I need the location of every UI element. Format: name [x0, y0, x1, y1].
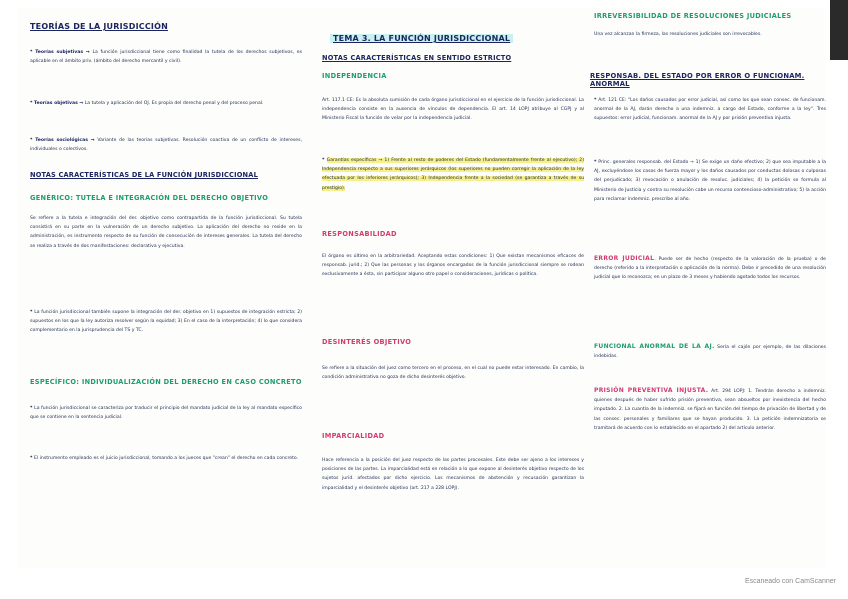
bullet-text: La función jurisdiccional tiene como finalidad la tutela de los derechos subjetivos, es aplicable en el ámbito priv. (ámbito del derecho mercantil y civil).	[30, 50, 302, 65]
section-notas: NOTAS CARACTERÍSTICAS DE LA FUNCIÓN JURISDICCIONAL	[30, 171, 258, 179]
resp-bullet-2: * Princ. generales responsab. del Estado → 1) Se exige un daño efectivo; 2) que sea imputable a la AJ, excluyéndose los casos de fuerza mayor y los daños causados por conductas dolosas o culposas del perjudicado; 3) revocación o anulación de resoluc. judiciales; 4) la petición se formula al Ministerio de Justicia y contra su resolución cabe un recurso contencioso-administrativo; 5) la acción para reclamar indemniz. prescribe al año.	[594, 160, 826, 202]
prision-block	[594, 386, 826, 433]
resp-bullet-1: * Art. 121 CE: "Los daños causados por error judicial, así como los que sean consec. de funcionam. anormal de la AJ, darán derecho a una indemniz. a cargo del Estado, conforme a la ley". Tres supuestos: error judicial, funcionam. anormal de la AJ y por prisión preventiva injusta.	[594, 98, 826, 122]
bullet-sociologicas	[30, 136, 302, 154]
imparcialidad-text: Hace referencia a la posición del juez respecto de las partes procesales. Este debe ser ajeno a los intereses y posiciones de las partes. La imparcialidad está en relación a lo que expone al desinterés objetivo respecto de los sujetos jurid. afectados por dicho ejercicio. Los mecanismos de abstención y recusación garantizan la imparcialidad y el desinterés objetivo (art. 217 a 228 LOPJ).	[322, 458, 584, 491]
desinteres-text: Se refiere a la situación del juez como tercero en el proceso, en el cual no puede estar interesado. En cambio, la condición administrativa no goza de dicho desinterés objetivo.	[322, 366, 584, 381]
heading-independencia: INDEPENDENCIA	[322, 72, 387, 80]
bullet-mark: * Teorías objetivas →	[30, 101, 84, 106]
title-responsabilidad-estado: RESPONSAB. DEL ESTADO POR ERROR O FUNCIONAM. ANORMAL	[590, 72, 805, 88]
irreversibilidad-text: Una vez alcanzan la firmeza, las resoluciones judiciales son irrevocables.	[594, 32, 762, 37]
prision-text: Art. 294 LOPJ: 1. Tendrán derecho a indemniz. quienes después de haber sufrido prisión preventiva, sean absueltos por inexistencia del hecho imputado. 2. La cuantía de la indemniz. se fijará en función del tiempo de privación de libertad y de las consec. personales y familiares que se hayan producido. 3. La petición indemnizatoria se tramitará de acuerdo con lo establecido en el apartado 2) del artículo anterior.	[594, 389, 826, 431]
bullet-text: El instrumento empleado es el juicio jurisdiccional, tomando a los jueces que "crean" el derecho en cada concreto.	[34, 456, 299, 461]
error-judicial-text: Puede ser de hecho (respecto de la valoración de la prueba) o de derecho (referido a la interpretación o aplicación de la norma). Debe ir precedido de una resolución judicial que lo reconozca; en un plazo de 3 meses y habiendo agotado todos los recursos.	[594, 257, 827, 281]
scan-edge-shadow	[830, 0, 848, 60]
especifico-bullet-1: * La función jurisdiccional se caracteriza por traducir el principio del mandato judicial de la ley al mandato específico que se contiene en la sentencia judicial.	[30, 406, 302, 421]
independencia-text: Art. 117.1 CE: Es la absoluta sumisión de cada órgano jurisdiccional en el ejercicio de la función jurisdiccional. La independencia consiste en la ausencia de vínculos de dependencia. El art. 14 LOPJ atribuye al CGPJ y al Ministerio Fiscal la función de velar por la independencia judicial.	[322, 98, 584, 122]
bullet-objetivas	[30, 99, 302, 108]
title-tema3: TEMA 3. LA FUNCIÓN JURISDICCIONAL	[330, 34, 513, 43]
funcional-text: Sería el cajón por ejemplo, de las dilaciones indebidas.	[594, 345, 826, 360]
independencia-bullet: * Garantías específicas → 1) Frente al resto de poderes del Estado (fundamentalmente frente al ejecutivo); 2) Independencia respecto a sus superiores jerárquicos (los superiores no pueden corregir la aplicación de la ley efectuada por los inferiores jerárquicos); 3) Independencia frente a la sociedad (se garantiza a través de su prestigio).	[322, 158, 584, 191]
title-irreversibilidad: IRREVERSIBILIDAD DE RESOLUCIONES JUDICIALES	[594, 12, 792, 20]
bullet-text: Art. 121 CE: "Los daños causados por error judicial, así como los que sean consec. de funcionam. anormal de la AJ, darán derecho a una indemniz. a cargo del Estado, conforme a la ley". Tres supuestos: error judicial, funcionam. anormal de la AJ y por prisión preventiva injusta.	[594, 98, 826, 122]
heading-desinteres: DESINTERÉS OBJETIVO	[322, 338, 412, 346]
heading-responsabilidad: RESPONSABILIDAD	[322, 230, 397, 238]
section-sentido-estricto: NOTAS CARACTERÍSTICAS EN SENTIDO ESTRICTO	[322, 54, 512, 62]
heading-prision: PRISIÓN PREVENTIVA INJUSTA.	[594, 387, 709, 394]
heading-imparcialidad: IMPARCIALIDAD	[322, 432, 385, 440]
generico-text: Se refiere a la tutela e integración del der. objetivo como contrapartida de la función jurisdiccional. Su tutela consistirá en su parte en la vulneración de un derecho subjetivo. La aplicación del derecho no reside en la administración, es instrumento respecto de su función de consecución de intereses generales. La tutela del derecho se realiza a través de dos manifestaciones: declarativa y ejecutiva.	[30, 216, 302, 249]
bullet-text: Garantías específicas → 1) Frente al resto de poderes del Estado (fundamentalmente frente al ejecutivo); 2) Independencia respecto a sus superiores jerárquicos (los superiores no pueden corregir la aplicación de la ley efectuada por los inferiores jerárquicos); 3) Independencia frente a la sociedad (se garantiza a través de su prestigio).	[322, 158, 584, 191]
heading-funcional: FUNCIONAL ANORMAL DE LA AJ.	[594, 343, 715, 350]
bullet-text: La tutela y aplicación del OJ. Es propia del derecho penal y del proceso penal.	[84, 101, 264, 106]
heading-error-judicial: ERROR JUDICIAL	[594, 255, 655, 262]
notes-page	[18, 8, 826, 568]
heading-generico: GENÉRICO: TUTELA E INTEGRACIÓN DEL DERECHO OBJETIVO	[30, 194, 269, 202]
funcional-block	[594, 342, 826, 361]
especifico-bullet-2: * El instrumento empleado es el juicio jurisdiccional, tomando a los jueces que "crean" el derecho en cada concreto.	[30, 456, 299, 461]
bullet-mark: * Teorías subjetivas →	[30, 50, 90, 55]
bullet-text: La función jurisdiccional se caracteriza por traducir el principio del mandato judicial de la ley al mandato específico que se contiene en la sentencia judicial.	[30, 406, 302, 421]
bullet-text: Variante de las teorías subjetivas. Resolución coactiva de un conflicto de intereses, individuales o colectivos.	[30, 138, 302, 153]
responsabilidad-text: El órgano es último en la arbitrariedad. Aceptando estas condiciones: 1) Que existan mecanismos eficaces de responsab. jurid.; 2) Que las personas y los órganos encargados de la función jurisdiccional siempre se rodean exclusivamente a ésta, sin participar alguno otro papel o consideraciones, jurídicas o política.	[322, 254, 584, 278]
scanner-watermark: Escaneado con CamScanner	[744, 578, 836, 585]
bullet-subjetivas	[30, 48, 302, 66]
bullet-text: La función jurisdiccional también supone la integración del der. objetivo en 1) supuestos de integración estricta; 2) supuestos en los que la ley autoriza resolver según la equidad; 3) En el caso de la interpretación; 4) lo que considera complementario en la jurisprudencia del TS y TC.	[30, 310, 302, 334]
bullet-text: Princ. generales responsab. del Estado → 1) Se exige un daño efectivo; 2) que sea imputable a la AJ, excluyéndose los casos de fuerza mayor y los daños causados por conductas dolosas o culposas del perjudicado; 3) revocación o anulación de resoluc. judiciales; 4) la petición se formula al Ministerio de Justicia y contra su resolución cabe un recurso contencioso-administrativo; 5) la acción para reclamar indemniz. prescribe al año.	[594, 160, 826, 202]
bullet-mark: * Teorías sociológicas →	[30, 138, 95, 143]
title-teorias: TEORÍAS DE LA JURISDICCIÓN	[30, 22, 168, 31]
generico-bullet: * La función jurisdiccional también supone la integración del der. objetivo en 1) supuestos de integración estricta; 2) supuestos en los que la ley autoriza resolver según la equidad; 3) En el caso de la interpretación; 4) lo que considera complementario en la jurisprudencia del TS y TC.	[30, 310, 302, 334]
error-judicial-block: ERROR JUDICIAL. Puede ser de hecho (respecto de la valoración de la prueba) o de derecho (referido a la interpretación o aplicación de la norma). Debe ir precedido de una resolución judicial que lo reconozca; en un plazo de 3 meses y habiendo agotado todos los recursos.	[594, 255, 827, 281]
heading-especifico: ESPECÍFICO: INDIVIDUALIZACIÓN DEL DERECHO EN CASO CONCRETO	[30, 378, 302, 386]
